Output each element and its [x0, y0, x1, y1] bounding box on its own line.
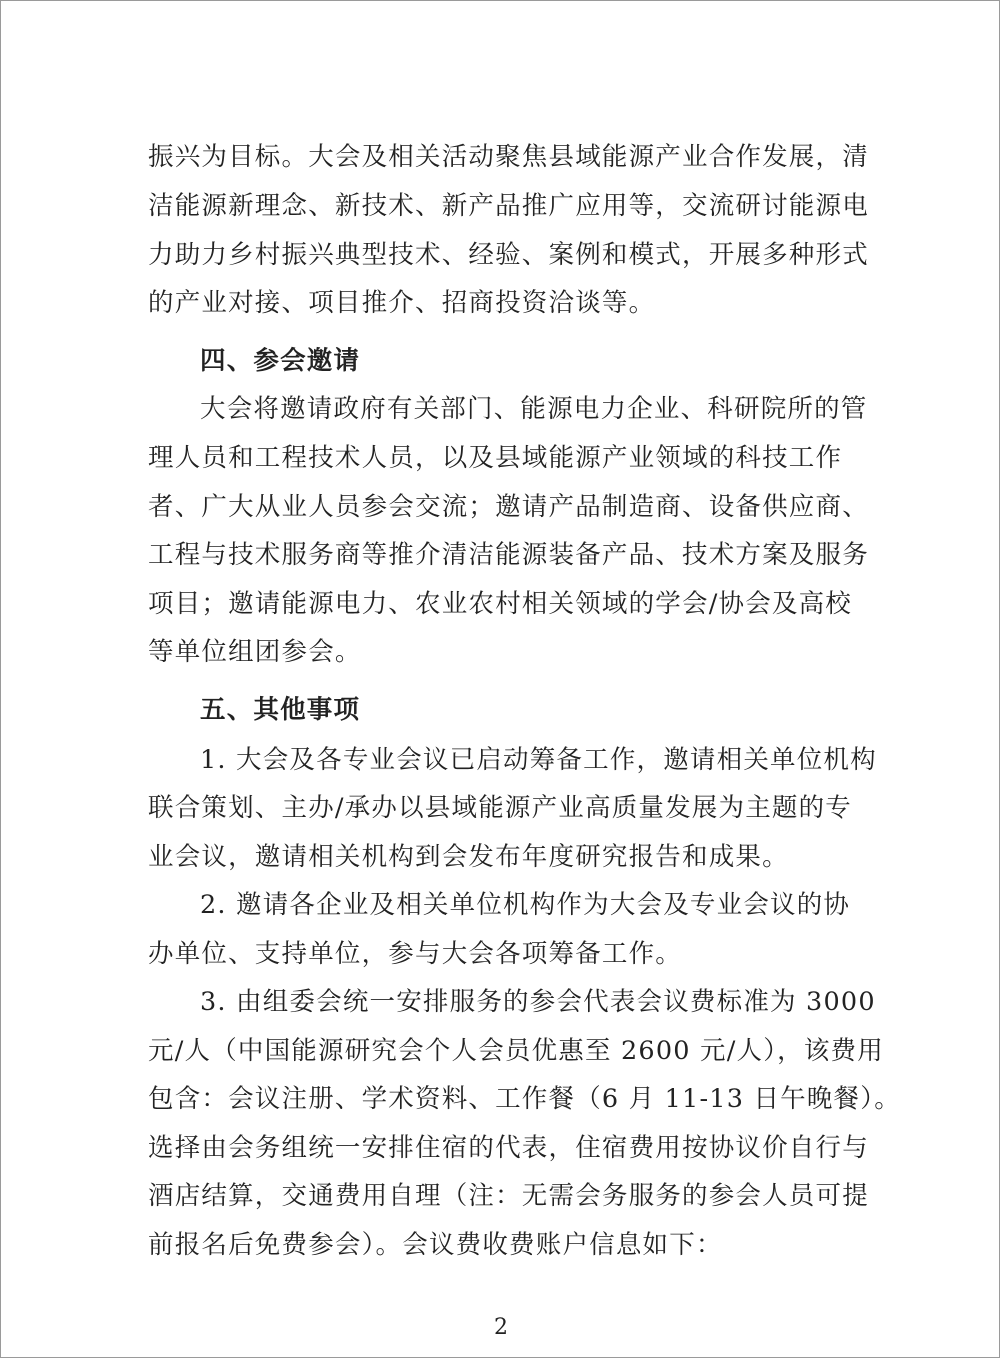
paragraph-line: 大会将邀请政府有关部门、能源电力企业、科研院所的管 — [200, 394, 868, 424]
paragraph-line: 洁能源新理念、新技术、新产品推广应用等，交流研讨能源电 — [148, 191, 869, 221]
paragraph-line: 工程与技术服务商等推介清洁能源装备产品、技术方案及服务 — [148, 540, 869, 570]
list-item-line: 办单位、支持单位，参与大会各项筹备工作。 — [148, 939, 683, 969]
list-item-line: 元/人（中国能源研究会个人会员优惠至 2600 元/人），该费用 — [148, 1036, 884, 1066]
list-item-line: 包含：会议注册、学术资料、工作餐（6 月 11-13 日午晚餐）。 — [148, 1084, 901, 1114]
paragraph-line: 等单位组团参会。 — [148, 637, 362, 667]
section-heading-invitation: 四、参会邀请 — [200, 346, 361, 376]
list-item-line: 联合策划、主办/承办以县域能源产业高质量发展为主题的专 — [148, 793, 852, 823]
list-item-line: 业会议，邀请相关机构到会发布年度研究报告和成果。 — [148, 842, 789, 872]
list-item-line: 1. 大会及各专业会议已启动筹备工作，邀请相关单位机构 — [200, 745, 877, 775]
list-item-line: 前报名后免费参会）。会议费收费账户信息如下： — [148, 1230, 723, 1260]
paragraph-line: 振兴为目标。大会及相关活动聚焦县域能源产业合作发展，清 — [148, 142, 869, 172]
list-item-line: 酒店结算，交通费用自理（注：无需会务服务的参会人员可提 — [148, 1181, 869, 1211]
section-heading-other-matters: 五、其他事项 — [200, 695, 361, 725]
paragraph-line: 力助力乡村振兴典型技术、经验、案例和模式，开展多种形式 — [148, 240, 869, 270]
paragraph-line: 项目；邀请能源电力、农业农村相关领域的学会/协会及高校 — [148, 589, 852, 619]
paragraph-line: 的产业对接、项目推介、招商投资洽谈等。 — [148, 288, 656, 318]
paragraph-line: 者、广大从业人员参会交流；邀请产品制造商、设备供应商、 — [148, 492, 869, 522]
paragraph-line: 理人员和工程技术人员，以及县域能源产业领域的科技工作 — [148, 443, 843, 473]
page-number: 2 — [494, 1315, 508, 1340]
list-item-line: 3. 由组委会统一安排服务的参会代表会议费标准为 3000 — [200, 987, 876, 1017]
list-item-line: 选择由会务组统一安排住宿的代表，住宿费用按协议价自行与 — [148, 1133, 869, 1163]
list-item-line: 2. 邀请各企业及相关单位机构作为大会及专业会议的协 — [200, 890, 851, 920]
